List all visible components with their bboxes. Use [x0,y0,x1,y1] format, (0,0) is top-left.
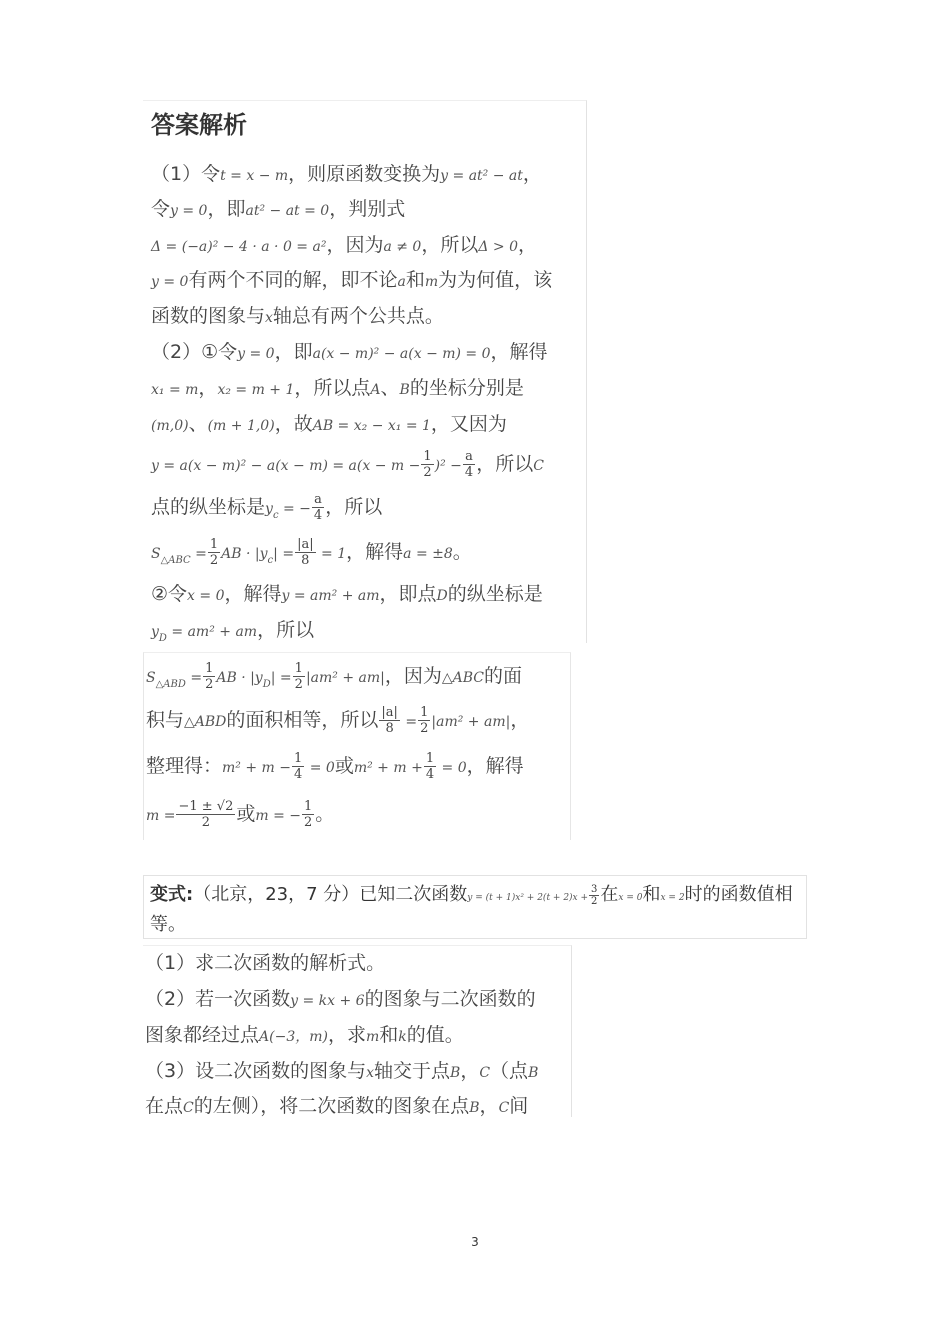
fraction: $\frac{1}{2}$ [423,449,432,480]
solution-panel-bottom [143,652,571,840]
solution-line-5: 函数的图象与x轴总有两个公共点。 [151,305,444,327]
variant-line-2: 等。 [150,914,186,935]
solution-panel-top [143,100,587,643]
variant-q3-line-1: （3）设二次函数的图象与x轴交于点B，C（点B [145,1060,539,1082]
solution-line-1: （1）令t = x − m，则原函数变换为y = at² − at， [151,163,542,185]
fraction: $\frac{a}{4}$ [313,492,323,523]
solution-line-14: $S_{\triangle ABD}$ = $\frac{1}{2}$ AB · $|y_D|$ = $\frac{1}{2}$ |am² + am|，因为△ABC的面 [146,661,523,692]
fraction: $\frac{3}{2}$ [591,883,598,907]
solution-line-10: 点的纵坐标是$y_c$ = − $\frac{a}{4}$ ，所以 [151,492,383,523]
solution-line-13: $y_D = am^2$ + am，所以 [151,619,315,644]
variant-q1: （1）求二次函数的解析式。 [145,952,386,974]
variant-q3-line-2: 在点C的左侧），将二次函数的图象在点B，C间 [145,1095,529,1117]
solution-line-12: ②令x = 0，解得y = am² + am，即点D的纵坐标是 [151,583,543,605]
variant-label: 变式: [150,884,194,905]
solution-line-4: y = 0有两个不同的解，即不论a和m为为何值，该 [151,269,553,291]
fraction: $\frac{-1 \pm √2}{2}$ [178,799,234,830]
solution-line-2: 令y = 0，即at² − at = 0，判别式 [151,198,406,220]
fraction: $\frac{1}{2}$ [294,661,303,692]
variant-line-1: 变式:（北京，23，7 分）已知二次函数y = (t + 1)x² + 2(t + 2)x + $\frac{3}{2}$ 在x = 0和x = 2时的函数值相 [150,883,793,907]
fraction: $\frac{a}{4}$ [464,449,474,480]
fraction: $\frac{|a|}{8}$ [297,537,314,568]
solution-line-17: m = $\frac{-1 \pm √2}{2}$ 或m = − $\frac{1}{2}$ 。 [146,799,335,830]
solution-line-7: x₁ = m，x₂ = m + 1，所以点A、B的坐标分别是 [151,377,524,399]
variant-q2-line-2: 图象都经过点A(−3，m)，求m和k的值。 [145,1024,464,1046]
fraction: $\frac{1}{2}$ [304,799,313,830]
fraction: $\frac{1}{2}$ [205,661,214,692]
solution-line-16: 整理得：m² + m − $\frac{1}{4}$ = 0或m² + m + $\frac{1}{4}$ = 0，解得 [146,751,524,782]
fraction: $\frac{1}{2}$ [209,537,219,568]
variant-header-panel [143,875,807,939]
page-number: 3 [471,1235,479,1249]
solution-heading: 答案解析 [151,111,247,139]
fraction: $\frac{1}{2}$ [420,705,429,736]
fraction: $\frac{1}{4}$ [294,751,303,782]
solution-line-11: $S_{\triangle ABC}$ = $\frac{1}{2}$ AB · $|y_c|$ = $\frac{|a|}{8}$ = 1，解得a = ±8。 [151,537,472,568]
solution-line-6: （2）①令y = 0，即a(x − m)² − a(x − m) = 0，解得 [151,341,548,363]
solution-line-15: 积与△ABD的面积相等，所以 $\frac{|a|}{8}$ = $\frac{1}{2}$ |am² + am|， [146,705,530,736]
fraction: $\frac{1}{4}$ [425,751,435,782]
solution-line-8: (m,0)、(m + 1,0)，故AB = x₂ − x₁ = 1，又因为 [151,413,507,435]
variant-q2-line-1: （2）若一次函数y = kx + 6的图象与二次函数的 [145,988,536,1010]
solution-line-9: y = a(x − m)² − a(x − m) = a(x − m − $\frac{1}{2}$ )² − $\frac{a}{4}$ ，所以C [151,449,544,480]
solution-line-3: Δ = (−a)² − 4 · a · 0 = a²，因为a ≠ 0，所以Δ > 0， [151,234,538,256]
fraction: $\frac{|a|}{8}$ [381,705,398,736]
variant-questions-panel [143,945,572,1117]
